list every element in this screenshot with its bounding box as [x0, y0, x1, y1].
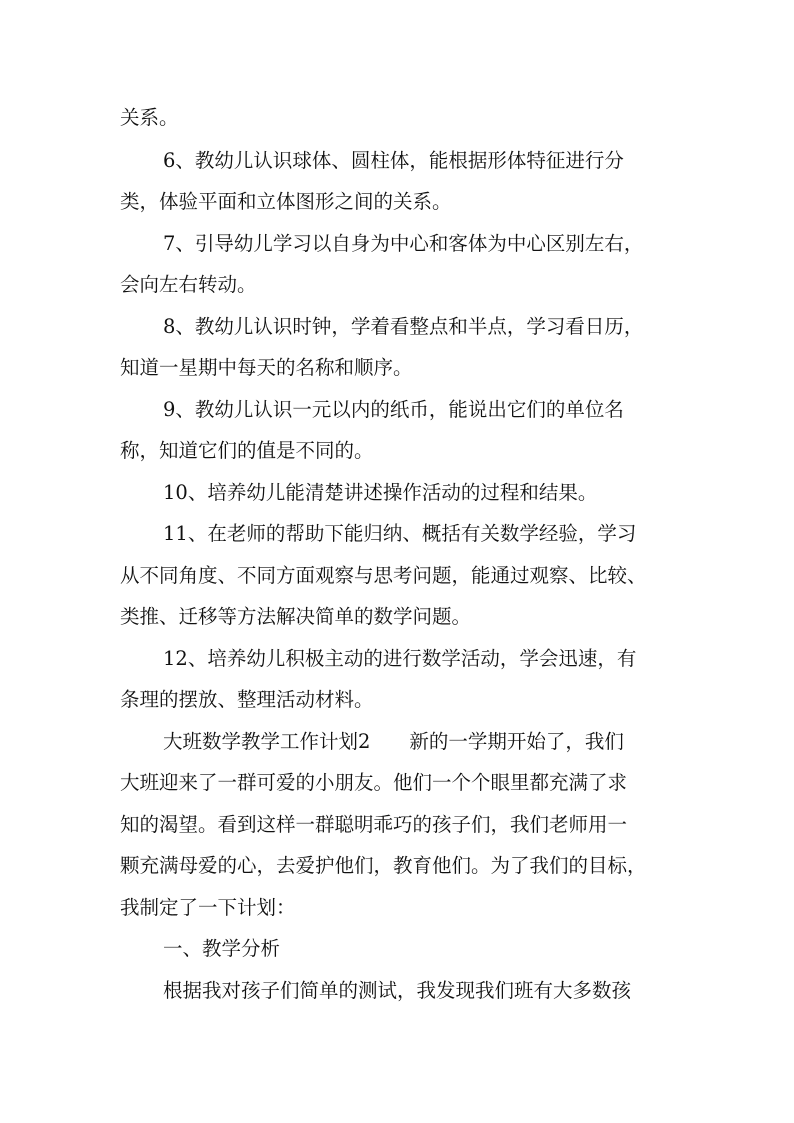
- text-line: 12、培养幼儿积极主动的进行数学活动，学会迅速，有: [163, 647, 637, 670]
- text-line: 8、教幼儿认识时钟，学着看整点和半点，学习看日历，: [163, 315, 644, 338]
- section-heading: 一、教学分析: [163, 937, 281, 960]
- text-line: 根据我对孩子们简单的测试，我发现我们班有大多数孩: [163, 979, 632, 1002]
- text-line: 6、教幼儿认识球体、圆柱体，能根据形体特征进行分: [163, 149, 624, 172]
- text-line: 11、在老师的帮助下能归纳、概括有关数学经验，学习: [163, 522, 637, 545]
- text-line: 类推、迁移等方法解决简单的数学问题。: [120, 605, 472, 628]
- text-line: 类，体验平面和立体图形之间的关系。: [120, 190, 452, 213]
- text-line: 称，知道它们的值是不同的。: [120, 439, 374, 462]
- text-line: 7、引导幼儿学习以自身为中心和客体为中心区别左右，: [163, 232, 644, 255]
- text-line: 我制定了一下计划：: [120, 896, 296, 919]
- text-line: 关系。: [120, 106, 179, 129]
- text-line: 大班数学教学工作计划2 新的一学期开始了，我们: [163, 730, 624, 753]
- text-line: 知道一星期中每天的名称和顺序。: [120, 356, 413, 379]
- text-line: 大班迎来了一群可爱的小朋友。他们一个个眼里都充满了求: [120, 771, 628, 794]
- text-line: 会向左右转动。: [120, 273, 257, 296]
- text-line: 颗充满母爱的心，去爱护他们，教育他们。为了我们的目标，: [120, 854, 647, 877]
- text-line: 知的渴望。看到这样一群聪明乖巧的孩子们，我们老师用一: [120, 813, 628, 836]
- text-line: 条理的摆放、整理活动材料。: [120, 688, 374, 711]
- text-line: 9、教幼儿认识一元以内的纸币，能说出它们的单位名: [163, 398, 624, 421]
- text-line: 从不同角度、不同方面观察与思考问题，能通过观察、比较、: [120, 564, 647, 587]
- text-line: 10、培养幼儿能清楚讲述操作活动的过程和结果。: [163, 481, 598, 504]
